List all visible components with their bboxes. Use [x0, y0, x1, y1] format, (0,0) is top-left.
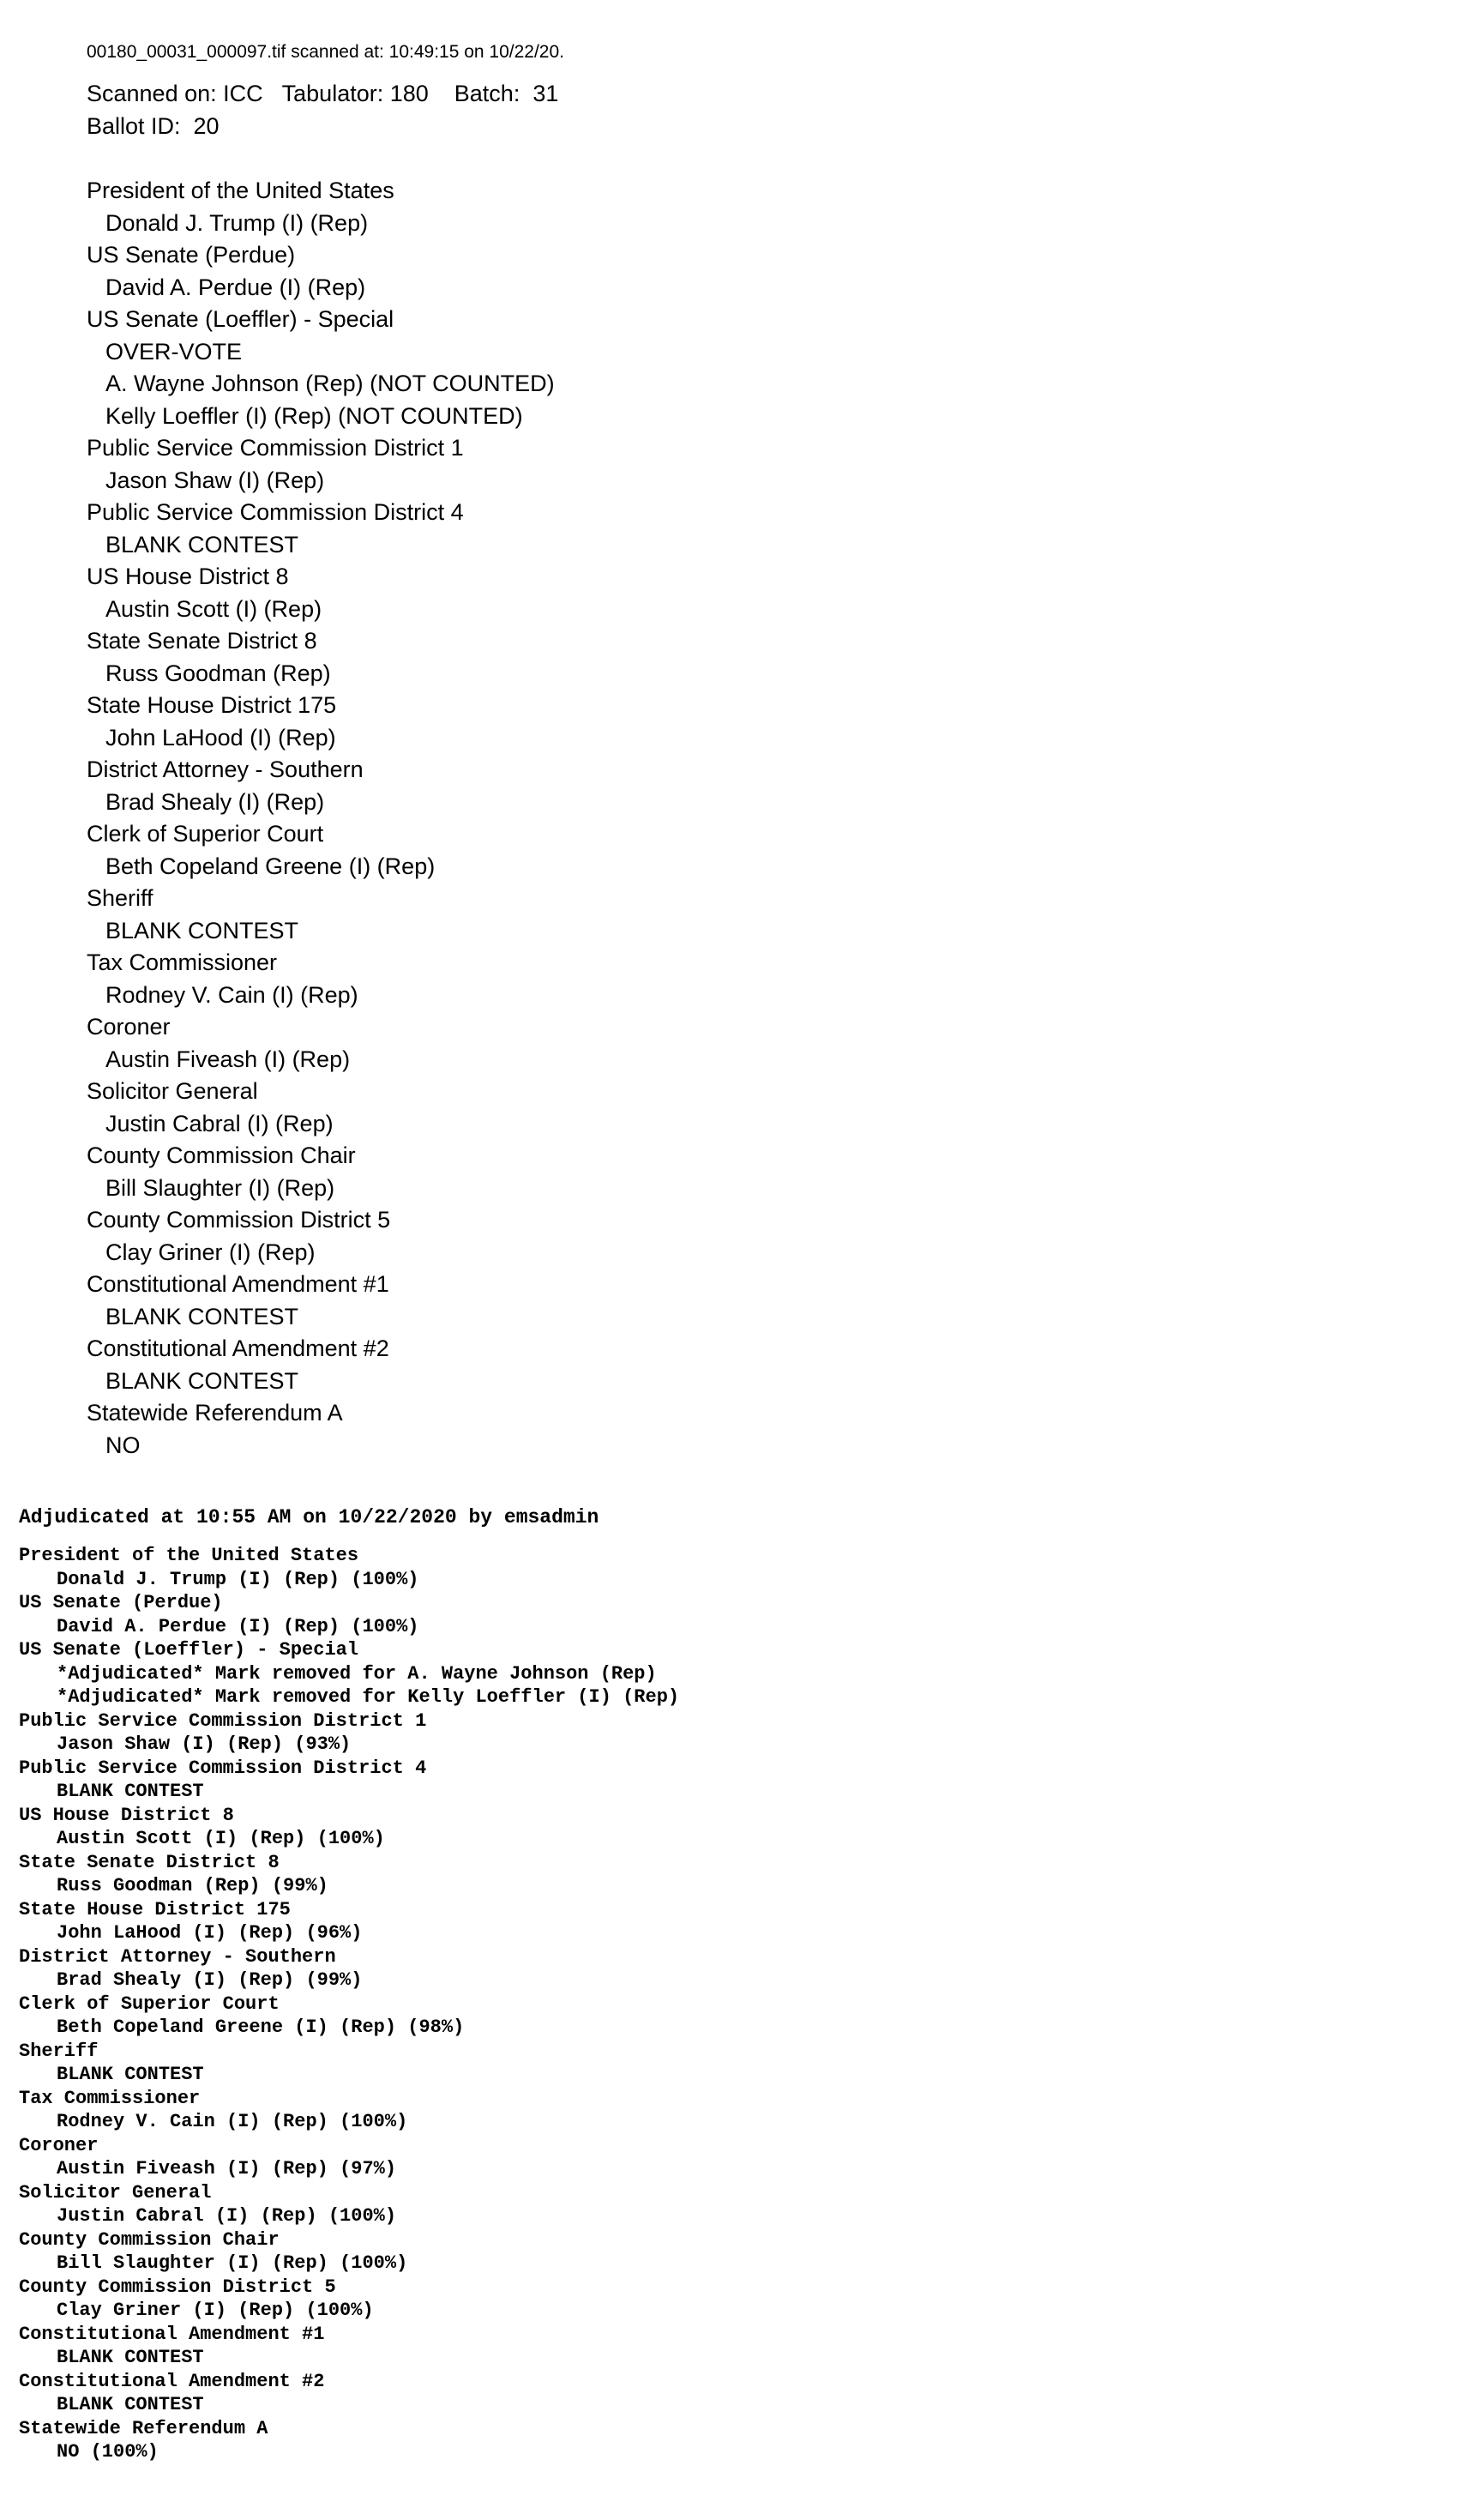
- scan-file-line: 00180_00031_000097.tif scanned at: 10:49:15 on 10/22/20.: [87, 42, 564, 62]
- adjudicated-selection: BLANK CONTEST: [57, 2064, 204, 2085]
- contest-selection: Clay Griner (I) (Rep): [105, 1239, 316, 1265]
- adjudicated-contest-title: US Senate (Perdue): [19, 1592, 223, 1613]
- contest-title: Constitutional Amendment #1: [87, 1271, 389, 1297]
- contest-title: Public Service Commission District 4: [87, 499, 464, 525]
- contest-selection: John LaHood (I) (Rep): [105, 724, 336, 751]
- contest-selection: OVER-VOTE: [105, 338, 243, 365]
- adjudicated-contest-title: Solicitor General: [19, 2181, 212, 2203]
- contest-selection: Austin Scott (I) (Rep): [105, 595, 322, 622]
- adjudicated-contest-title: Public Service Commission District 1: [19, 1709, 427, 1732]
- contest-selection: Justin Cabral (I) (Rep): [105, 1110, 334, 1136]
- adjudicated-contest-title: County Commission District 5: [19, 2276, 336, 2298]
- adjudicated-selection: *Adjudicated* Mark removed for Kelly Loeffler (I) (Rep): [57, 1686, 680, 1708]
- adjudicated-selection: Beth Copeland Greene (I) (Rep) (98%): [57, 2017, 465, 2038]
- adjudicated-selection: BLANK CONTEST: [57, 1781, 204, 1802]
- contest-title: State Senate District 8: [87, 628, 317, 654]
- contest-selection: BLANK CONTEST: [105, 1303, 299, 1329]
- contest-title: District Attorney - Southern: [87, 757, 364, 782]
- contest-title: Coroner: [87, 1014, 171, 1040]
- adjudication-record: [19, 1504, 1391, 2464]
- adjudicated-contest-title: US House District 8: [19, 1804, 234, 1826]
- adjudicated-contest-title: Statewide Referendum A: [19, 2417, 268, 2439]
- adjudicated-contest-title: County Commission Chair: [19, 2228, 280, 2251]
- adjudicated-contest-title: Public Service Commission District 4: [19, 1757, 427, 1779]
- adjudicated-selection: Jason Shaw (I) (Rep) (93%): [57, 1733, 352, 1755]
- contest-title: President of the United States: [87, 178, 394, 203]
- adjudicated-contest-title: State Senate District 8: [19, 1851, 280, 1873]
- adjudicated-contest-title: President of the United States: [19, 1545, 359, 1566]
- adjudicated-selection: Rodney V. Cain (I) (Rep) (100%): [57, 2111, 408, 2132]
- adjudicated-selection: John LaHood (I) (Rep) (96%): [57, 1922, 363, 1944]
- adjudicated-selection: Bill Slaughter (I) (Rep) (100%): [57, 2252, 408, 2274]
- adjudicated-selection: BLANK CONTEST: [57, 2347, 204, 2368]
- contest-title: Clerk of Superior Court: [87, 821, 324, 847]
- contest-title: State House District 175: [87, 692, 337, 718]
- contest-selection: Donald J. Trump (I) (Rep): [105, 209, 369, 236]
- contest-selection: NO: [105, 1432, 141, 1458]
- contest-selection: Brad Shealy (I) (Rep): [105, 788, 325, 815]
- contest-title: US House District 8: [87, 564, 289, 589]
- contest-title: Constitutional Amendment #2: [87, 1335, 389, 1361]
- scan-info: [87, 77, 1373, 142]
- adjudicated-selection: David A. Perdue (I) (Rep) (100%): [57, 1615, 419, 1637]
- contest-title: Tax Commissioner: [87, 950, 278, 975]
- contest-title: US Senate (Loeffler) - Special: [87, 306, 394, 332]
- adjudicated-contest-title: Constitutional Amendment #2: [19, 2370, 325, 2392]
- contest-selection: Jason Shaw (I) (Rep): [105, 467, 325, 493]
- contest-selection: BLANK CONTEST: [105, 1367, 299, 1394]
- adjudicated-selection: Russ Goodman (Rep) (99%): [57, 1875, 328, 1896]
- contest-selection: BLANK CONTEST: [105, 531, 299, 558]
- contest-title: US Senate (Perdue): [87, 242, 296, 268]
- adjudicated-contest-title: Constitutional Amendment #1: [19, 2323, 325, 2345]
- contest-selection: BLANK CONTEST: [105, 917, 299, 943]
- contest-selection: David A. Perdue (I) (Rep): [105, 274, 366, 300]
- adjudication-results-list: [19, 1544, 1391, 2464]
- contest-selection: Bill Slaughter (I) (Rep): [105, 1174, 335, 1201]
- contest-selection: Kelly Loeffler (I) (Rep) (NOT COUNTED): [105, 402, 523, 429]
- adjudicated-contest-title: Tax Commissioner: [19, 2087, 201, 2109]
- adjudicated-selection: NO (100%): [57, 2441, 159, 2463]
- contest-title: Sheriff: [87, 885, 153, 911]
- contest-selection: Beth Copeland Greene (I) (Rep): [105, 853, 436, 879]
- scan-results-list: [87, 175, 1373, 1462]
- adjudicated-selection: Clay Griner (I) (Rep) (100%): [57, 2300, 374, 2321]
- contest-selection: Russ Goodman (Rep): [105, 660, 331, 686]
- contest-title: Solicitor General: [87, 1078, 258, 1104]
- adjudicated-contest-title: District Attorney - Southern: [19, 1945, 336, 1968]
- contest-title: County Commission District 5: [87, 1207, 391, 1233]
- contest-title: County Commission Chair: [87, 1142, 356, 1168]
- adjudicated-selection: Donald J. Trump (I) (Rep) (100%): [57, 1568, 419, 1590]
- adjudication-header: Adjudicated at 10:55 AM on 10/22/2020 by emsadmin: [19, 1506, 599, 1528]
- adjudicated-selection: Brad Shealy (I) (Rep) (99%): [57, 1969, 363, 1991]
- contest-selection: Austin Fiveash (I) (Rep): [105, 1046, 351, 1072]
- adjudicated-contest-title: US Senate (Loeffler) - Special: [19, 1639, 359, 1661]
- contest-selection: Rodney V. Cain (I) (Rep): [105, 981, 358, 1008]
- adjudicated-contest-title: Clerk of Superior Court: [19, 1992, 280, 2015]
- scanned-on-line: Scanned on: ICC Tabulator: 180 Batch: 31: [87, 81, 559, 106]
- adjudicated-contest-title: Sheriff: [19, 2040, 99, 2062]
- adjudicated-selection: Austin Scott (I) (Rep) (100%): [57, 1828, 385, 1849]
- adjudicated-selection: Justin Cabral (I) (Rep) (100%): [57, 2205, 397, 2227]
- adjudicated-selection: Austin Fiveash (I) (Rep) (97%): [57, 2158, 397, 2179]
- adjudicated-selection: *Adjudicated* Mark removed for A. Wayne Johnson (Rep): [57, 1662, 657, 1685]
- contest-selection: A. Wayne Johnson (Rep) (NOT COUNTED): [105, 371, 555, 396]
- contest-title: Statewide Referendum A: [87, 1400, 343, 1426]
- adjudicated-contest-title: State House District 175: [19, 1898, 291, 1920]
- contest-title: Public Service Commission District 1: [87, 435, 464, 461]
- adjudicated-selection: BLANK CONTEST: [57, 2394, 204, 2415]
- scan-record: [87, 39, 1373, 1462]
- ballot-id-line: Ballot ID: 20: [87, 113, 220, 139]
- adjudicated-contest-title: Coroner: [19, 2134, 99, 2156]
